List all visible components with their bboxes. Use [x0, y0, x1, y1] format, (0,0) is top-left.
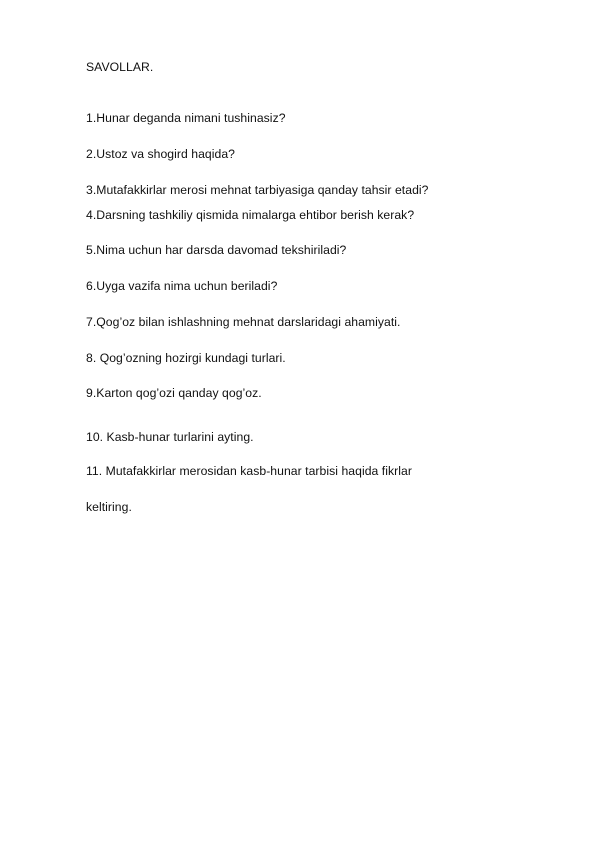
- question-3: 3.Mutafakkirlar merosi mehnat tarbiyasiga qanday tahsir etadi?: [86, 183, 429, 197]
- question-4: 4.Darsning tashkiliy qismida nimalarga ehtibor berish kerak?: [86, 208, 415, 222]
- page-title: SAVOLLAR.: [86, 60, 154, 74]
- question-1: 1.Hunar deganda nimani tushinasiz?: [86, 111, 286, 125]
- question-11-line-1: 11. Mutafakkirlar merosidan kasb-hunar tarbisi haqida fikrlar: [86, 464, 412, 478]
- question-2: 2.Ustoz va shogird haqida?: [86, 147, 235, 161]
- question-11-line-2: keltiring.: [86, 500, 132, 514]
- question-9: 9.Karton qog’ozi qanday qog’oz.: [86, 386, 262, 400]
- question-8: 8. Qog’ozning hozirgi kundagi turlari.: [86, 351, 286, 365]
- question-6: 6.Uyga vazifa nima uchun beriladi?: [86, 279, 278, 293]
- question-5: 5.Nima uchun har darsda davomad tekshiriladi?: [86, 243, 347, 257]
- question-7: 7.Qog’oz bilan ishlashning mehnat darslaridagi ahamiyati.: [86, 315, 401, 329]
- question-10: 10. Kasb-hunar turlarini ayting.: [86, 430, 254, 444]
